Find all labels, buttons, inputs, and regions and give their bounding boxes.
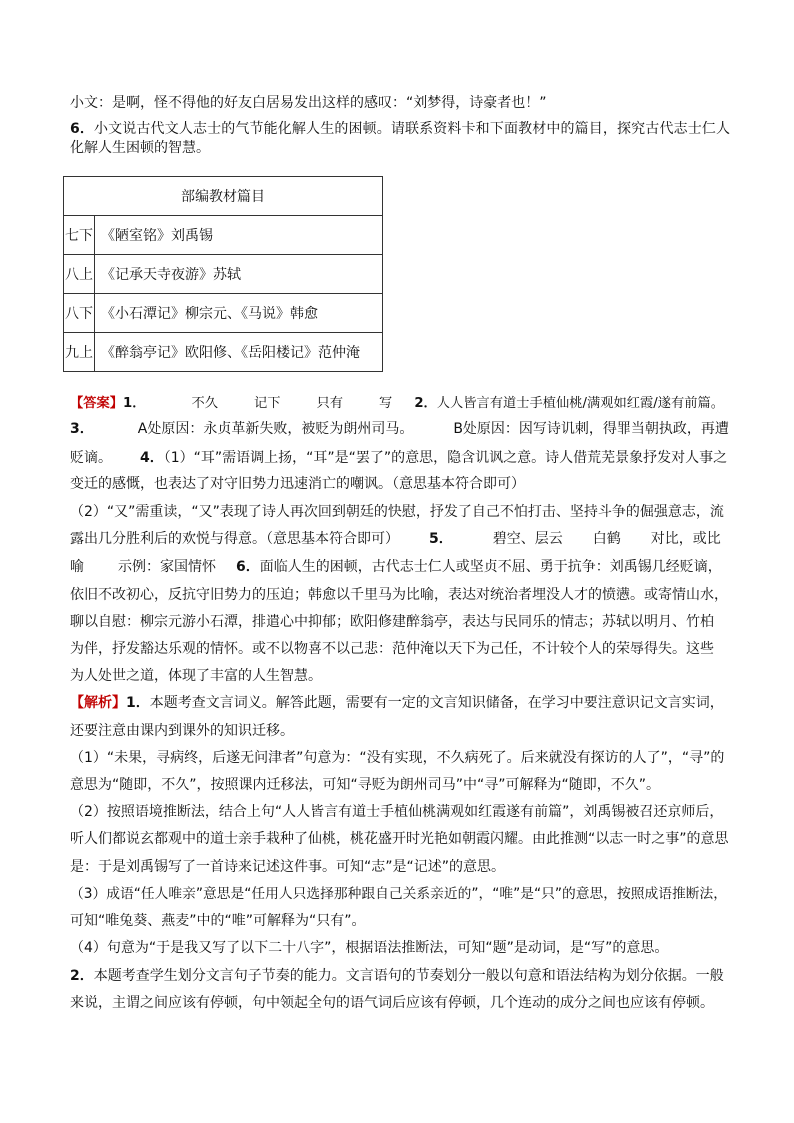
answer-4-p2-line2 [70, 530, 730, 549]
table-cell-content: 《小石潭记》柳宗元、《马说》韩愈 [95, 294, 383, 333]
answer-1-part: 写 [379, 396, 393, 411]
table-row [64, 333, 383, 372]
analysis-label: 【解析】 [70, 695, 126, 711]
answer-3-number: 3． [70, 421, 94, 437]
dialogue-line: 小文：是啊，怪不得他的好友白居易发出这样的感叹：“刘梦得，诗豪者也！” [70, 95, 547, 111]
textbook-table [63, 176, 383, 372]
table-cell-grade: 八下 [64, 294, 95, 333]
answer-3-b: B处原因：因写诗讥刺，得罪当朝执政，再遭 [453, 421, 729, 437]
answer-1-part: 只有 [316, 396, 344, 411]
answer-4-p2-text: 露出几分胜利后的欢悦与得意。（意思基本符合即可） [70, 531, 399, 547]
analysis-line: 听人们都说玄都观中的道士亲手栽种了仙桃，桃花盛开时光艳如朝霞闪耀。由此推测“以志一时之事”的意思 [70, 831, 729, 847]
answer-4-p1: （1）“耳”需语调上扬，“耳”是“罢了”的意思，隐含讥讽之意。诗人借荒芜景象抒发对人事之 [163, 450, 728, 466]
analysis-line: 来说，主谓之间应该有停顿，句中领起全句的语气词后应该有停顿，几个连动的成分之间也应该有停顿。 [70, 995, 714, 1011]
table-row [64, 255, 383, 294]
answer-6-line: 面临人生的困顿，古代志士仁人或坚贞不屈、勇于抗争：刘禹锡几经贬谪， [259, 559, 722, 575]
answer-line-1 [70, 394, 730, 413]
answer-5-number: 5． [429, 531, 453, 547]
analysis-line: 还要注意由课内到课外的知识迁移。 [70, 723, 294, 739]
question-6-text: 小文说古代文人志士的气节能化解人生的困顿。请联系资料卡和下面教材中的篇目，探究古代志士仁人化解人生困顿的智慧。 [70, 121, 730, 156]
analysis-1-number: 1． [126, 695, 150, 711]
answer-line-4 [70, 449, 730, 468]
table-cell-content: 《记承天寺夜游》苏轼 [95, 255, 383, 294]
answer-6-line: 依旧不改初心，反抗守旧势力的压迫；韩愈以千里马为比喻，表达对统治者埋没人才的愤懑。或寄情山水， [70, 587, 728, 603]
analysis-2-text: 本题考查学生划分文言句子节奏的能力。文言语句的节奏划分一般以句意和语法结构为划分依据。一般 [93, 968, 724, 984]
answer-3-b-cont: 贬谪。 [70, 450, 112, 466]
answer-1-part: 不久 [191, 396, 219, 411]
table-cell-content: 《陋室铭》刘禹锡 [95, 216, 383, 255]
analysis-line: 意思为“随即，不久”，按照课内迁移法，可知“寻贬为朗州司马”中“寻”可解释为“随即，不久”。 [70, 777, 661, 793]
answer-1-part: 记下 [254, 396, 281, 411]
analysis-line: 是：于是刘禹锡写了一首诗来记述这件事。可知“志”是“记述”的意思。 [70, 859, 506, 875]
answer-2-number: 2． [414, 396, 437, 411]
answer-line-5b [70, 558, 730, 577]
answer-5-part: 对比，或比 [650, 531, 721, 547]
answer-label: 【答案】 [70, 396, 124, 411]
answer-4-p1-line2: 变迁的感慨，也表达了对守旧势力迅速消亡的嘲讽。（意思基本符合即可） [70, 476, 525, 492]
answer-6-line: 为伴，抒发豁达乐观的情怀。或不以物喜不以己悲：范仲淹以天下为己任，不计较个人的荣辱得失。这些 [70, 641, 714, 657]
analysis-line: （3）成语“任人唯亲”意思是“任用人只选择那种跟自己关系亲近的”，“唯”是“只”的意思，按照成语推断法， [70, 886, 727, 902]
answer-5-part: 白鹤 [592, 531, 621, 547]
table-header: 部编教材篇目 [64, 177, 383, 216]
table-cell-grade: 八上 [64, 255, 95, 294]
answer-3-a: A处原因：永贞革新失败，被贬为朗州司马。 [137, 421, 414, 437]
table-cell-grade: 七下 [64, 216, 95, 255]
analysis-line-2 [70, 967, 730, 986]
analysis-1-text: 本题考查文言词义。解答此题，需要有一定的文言知识储备，在学习中要注意识记文言实词， [149, 695, 724, 711]
answer-5-cont: 喻 [70, 559, 84, 575]
answer-6-line: 聊以自慰：柳宗元游小石潭，排遣心中抑郁；欧阳修建醉翁亭，表达与民同乐的情志；苏轼以明月、竹柏 [70, 614, 714, 630]
analysis-line: （1）“未果，寻病终，后遂无问津者”句意为：“没有实现，不久病死了。后来就没有探访的人了”，“寻”的 [70, 750, 725, 766]
table-cell-grade: 九上 [64, 333, 95, 372]
answer-line-3 [70, 420, 730, 439]
analysis-line: （4）句意为“于是我又写了以下二十八字”，根据语法推断法，可知“题”是动词，是“写”的意思。 [70, 940, 669, 956]
analysis-line: 可知“唯兔葵、燕麦”中的“唯”可解释为“只有”。 [70, 913, 366, 929]
answer-5-example: 示例：家国情怀 [118, 559, 216, 575]
question-6 [70, 120, 730, 158]
question-6-number: 6． [70, 121, 95, 137]
table-cell-content: 《醉翁亭记》欧阳修、《岳阳楼记》范仲淹 [95, 333, 383, 372]
answer-6-number: 6． [236, 559, 260, 575]
answer-1-number: 1． [123, 396, 146, 411]
answer-2-text: 人人皆言有道士手植仙桃/满观如红霞/遂有前篇。 [436, 396, 724, 411]
answer-5-part: 碧空、层云 [492, 531, 563, 547]
answer-4-p2-line1: （2）“又”需重读，“又”表现了诗人再次回到朝廷的快慰，抒发了自己不怕打击、坚持斗争的倔强意志，流 [70, 504, 724, 520]
analysis-line-1 [70, 694, 730, 713]
answer-4-number: 4． [140, 450, 164, 466]
table-row [64, 294, 383, 333]
analysis-2-number: 2． [70, 968, 94, 984]
answer-6-line: 为人处世之道，体现了丰富的人生智慧。 [70, 668, 322, 684]
table-row [64, 216, 383, 255]
analysis-line: （2）按照语境推断法，结合上句“人人皆言有道士手植仙桃满观如红霞遂有前篇”，刘禹锡被召还京师后， [70, 804, 724, 820]
